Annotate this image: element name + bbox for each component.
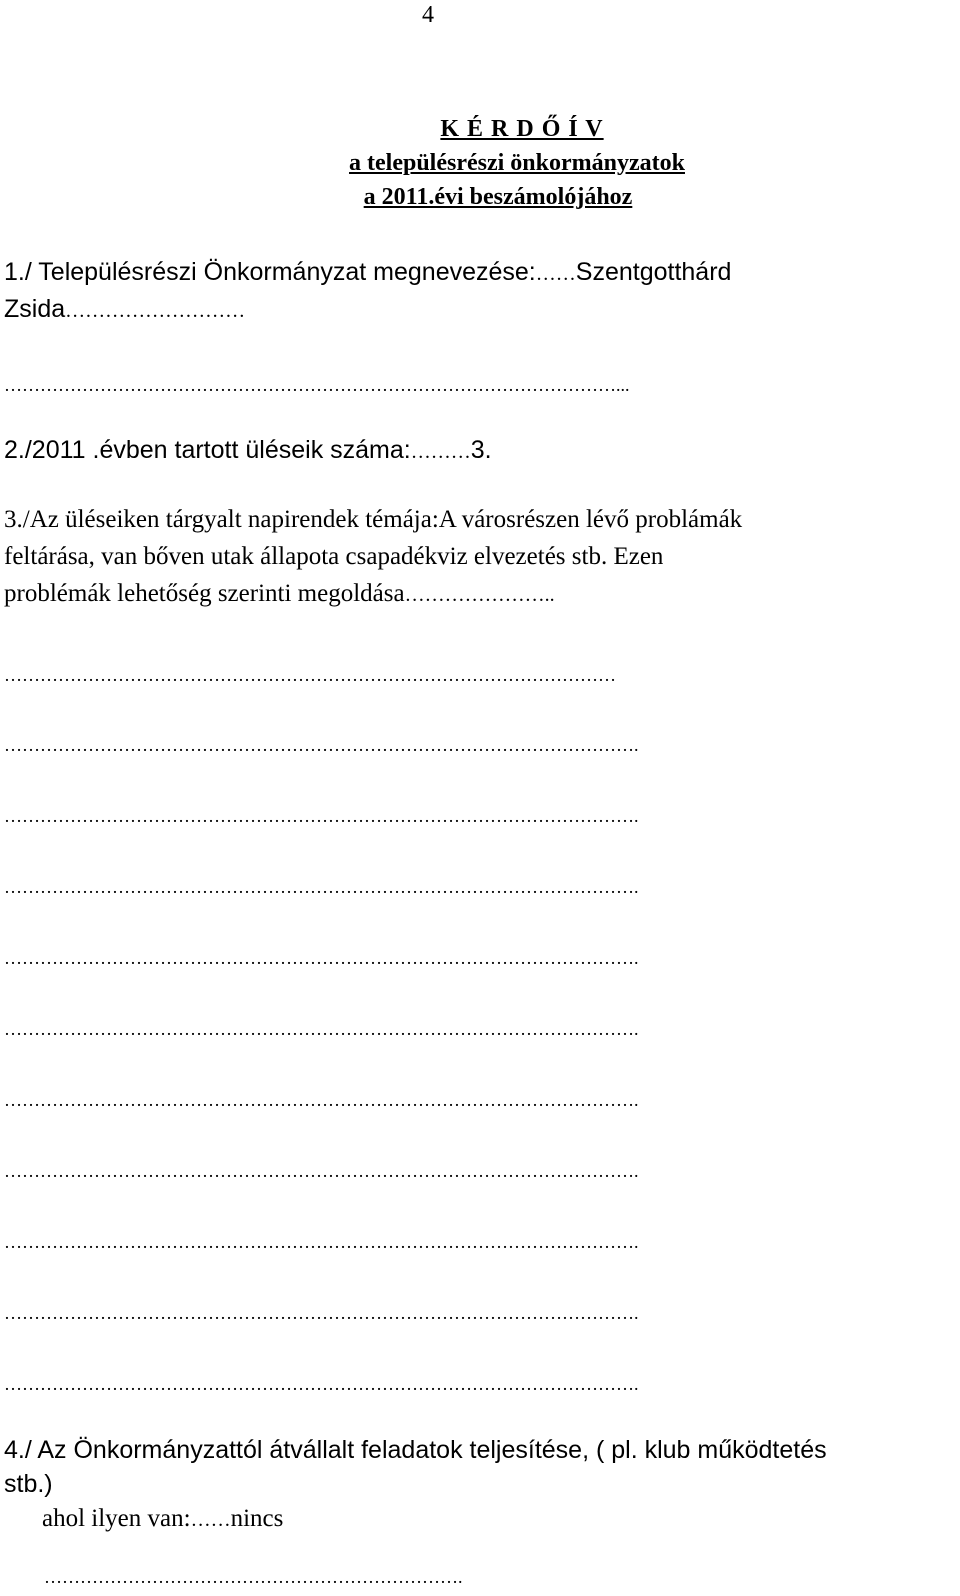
question-2-line <box>4 435 492 467</box>
question-4-label: ahol ilyen van: <box>42 1505 191 1532</box>
answer-dotted-line: ……………………………………………………………………………………………. <box>4 1090 639 1110</box>
question-3-line-1: 3./Az üléseiken tárgyalt napirendek témája:A városrészen lévő problámák <box>4 506 743 533</box>
answer-dotted-line: ……………………………………………………………………………………………. <box>4 735 639 755</box>
question-3-line-2: feltárása, van bőven utak állapota csapadékviz elvezetés stb. Ezen <box>4 543 664 570</box>
question-4-line-1: 4./ Az Önkormányzattól átvállalt feladatok teljesítése, ( pl. klub működtetés <box>4 1436 827 1464</box>
answer-dotted-line: ……………………………………………………………………………………………. <box>4 1232 639 1252</box>
question-4-line-2: stb.) <box>4 1470 53 1498</box>
questionnaire-title <box>0 112 960 214</box>
answer-dotted-line: ……………………………………………………………………………………………. <box>4 1019 639 1039</box>
title-line-2: a településrészi önkormányzatok <box>349 150 685 176</box>
question-1-value-part1: Szentgotthárd <box>575 258 732 286</box>
answer-dotted-line: ………………………………………………………………………………………… <box>4 665 616 685</box>
answer-dotted-line: ……………………………………………………………………………………………. <box>4 1303 639 1323</box>
answer-dotted-line: ……………………………………………………………………………………………. <box>4 1161 639 1181</box>
question-1-dots: …… <box>535 263 576 285</box>
page-number: 4 <box>422 2 434 28</box>
question-2-dots: ……… <box>410 441 471 463</box>
question-3-line-3-text: problémák lehetőség szerinti megoldása <box>4 580 405 607</box>
answer-dotted-line: ……………………………………………………………………………………………. <box>4 806 639 826</box>
question-1-line-1 <box>4 257 731 289</box>
question-4-line-3 <box>42 1504 283 1535</box>
answer-dotted-line: ……………………………………………………………………………………………. <box>4 1374 639 1394</box>
question-1-label: 1./ Településrészi Önkormányzat megnevezése: <box>4 258 536 286</box>
question-1-dots-2: ……………………… <box>65 300 246 322</box>
question-3-line-3 <box>4 579 555 610</box>
question-4-value: nincs <box>230 1505 284 1532</box>
question-3-line-3-dots: ………………….. <box>404 584 555 606</box>
question-4-dots: …… <box>190 1509 231 1531</box>
question-2-label: 2./2011 .évben tartott üléseik száma: <box>4 436 411 464</box>
question-1-value-part2: Zsida <box>4 295 66 323</box>
title-line-3: a 2011.évi beszámolójához <box>363 184 633 210</box>
question-2-value: 3. <box>470 436 492 464</box>
title-line-1: K É R D Ő Í V <box>440 116 604 142</box>
question-1-dotted-line: …………………………………………………………………………………………... <box>4 375 630 395</box>
answer-dotted-line: ……………………………………………………………………………………………. <box>4 948 639 968</box>
question-4-dotted-line: ……………………………………………………………. <box>44 1567 463 1587</box>
answer-dotted-line: ……………………………………………………………………………………………. <box>4 877 639 897</box>
question-1-line-2 <box>4 294 245 326</box>
